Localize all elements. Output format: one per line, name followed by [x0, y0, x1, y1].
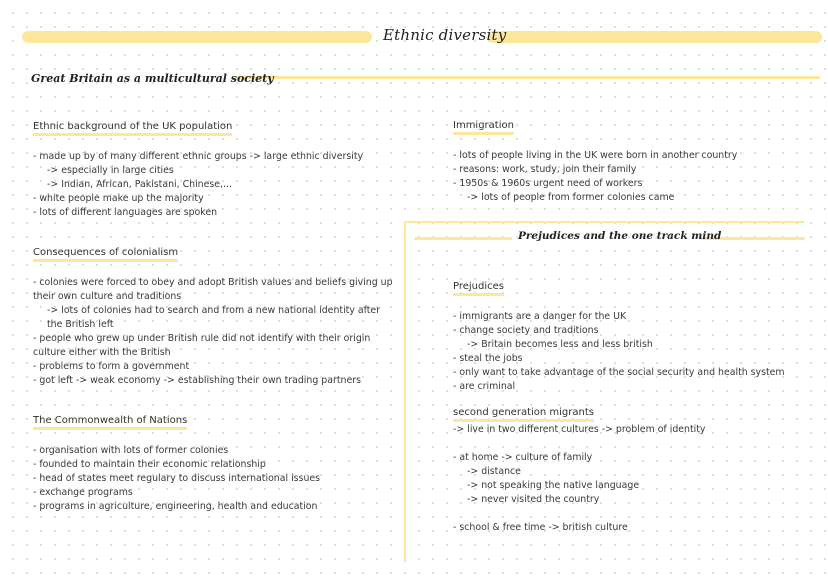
list-item: - school & free time -> british culture: [453, 522, 628, 533]
list-item: - immigrants are a danger for the UK: [453, 311, 627, 322]
list-item: -> lots of colonies had to search and from a new national identity after the British left: [47, 305, 381, 330]
section-title: Ethnic background of the UK population: [33, 121, 232, 136]
list-item: - at home -> culture of family: [453, 452, 593, 463]
section-title: Consequences of colonialism: [33, 247, 178, 262]
title-highlight-right: [488, 31, 822, 43]
list-item: - people who grew up under British rule did not identify with their origin culture either with the British: [33, 333, 371, 358]
section-title: second generation migrants: [453, 407, 594, 422]
divider-vertical: [404, 222, 406, 562]
section-title: Immigration: [453, 120, 514, 135]
title-highlight-left: [22, 31, 372, 43]
list-item: - programs in agriculture, engineering, health and education: [33, 501, 318, 512]
section-colonialism: [33, 240, 395, 388]
section-title: The Commonwealth of Nations: [33, 415, 187, 430]
list-item: - white people make up the majority: [33, 193, 204, 204]
list-item: -> especially in large cities: [47, 165, 174, 176]
list-item: - steal the jobs: [453, 353, 523, 364]
main-heading-underline: [236, 76, 820, 79]
list-item: - only want to take advantage of the social security and health system: [453, 367, 785, 378]
list-item: - founded to maintain their economic relationship: [33, 459, 266, 470]
page-title: Ethnic diversity: [383, 26, 507, 44]
list-item: -> never visited the country: [467, 494, 600, 505]
list-item: -> lots of people from former colonies came: [467, 192, 675, 203]
section-second-generation: [453, 400, 813, 535]
list-item: - are criminal: [453, 381, 516, 392]
subheading-underline-left: [414, 237, 512, 240]
section-ethnic-background: [33, 114, 403, 220]
section-immigration: [453, 113, 813, 205]
list-item: -> Indian, African, Pakistani, Chinese,...: [47, 179, 232, 190]
section-commonwealth: [33, 408, 403, 514]
list-item: -> distance: [467, 466, 521, 477]
list-item: -> Britain becomes less and less british: [467, 339, 653, 350]
list-item: -> not speaking the native language: [467, 480, 640, 491]
list-item: - made up by of many different ethnic groups -> large ethnic diversity: [33, 151, 364, 162]
list-item: - lots of people living in the UK were born in another country: [453, 150, 738, 161]
main-heading: Great Britain as a multicultural society: [31, 72, 274, 85]
list-item: - got left -> weak economy -> establishing their own trading partners: [33, 375, 361, 386]
list-item: - lots of different languages are spoken: [33, 207, 218, 218]
list-item: - change society and traditions: [453, 325, 599, 336]
sub-heading: Prejudices and the one track mind: [518, 230, 722, 242]
list-item: - 1950s & 1960s urgent need of workers: [453, 178, 643, 189]
section-title: Prejudices: [453, 281, 504, 296]
list-item: - problems to form a government: [33, 361, 190, 372]
list-item: -> live in two different cultures -> problem of identity: [453, 424, 706, 435]
list-item: - colonies were forced to obey and adopt British values and beliefs giving up their own culture and traditions: [33, 277, 393, 302]
section-prejudices: [453, 274, 813, 394]
list-item: - head of states meet regulary to discuss international issues: [33, 473, 321, 484]
divider-horizontal: [404, 221, 804, 223]
list-item: - reasons: work, study, join their family: [453, 164, 637, 175]
list-item: - organisation with lots of former colonies: [33, 445, 229, 456]
list-item: - exchange programs: [33, 487, 133, 498]
